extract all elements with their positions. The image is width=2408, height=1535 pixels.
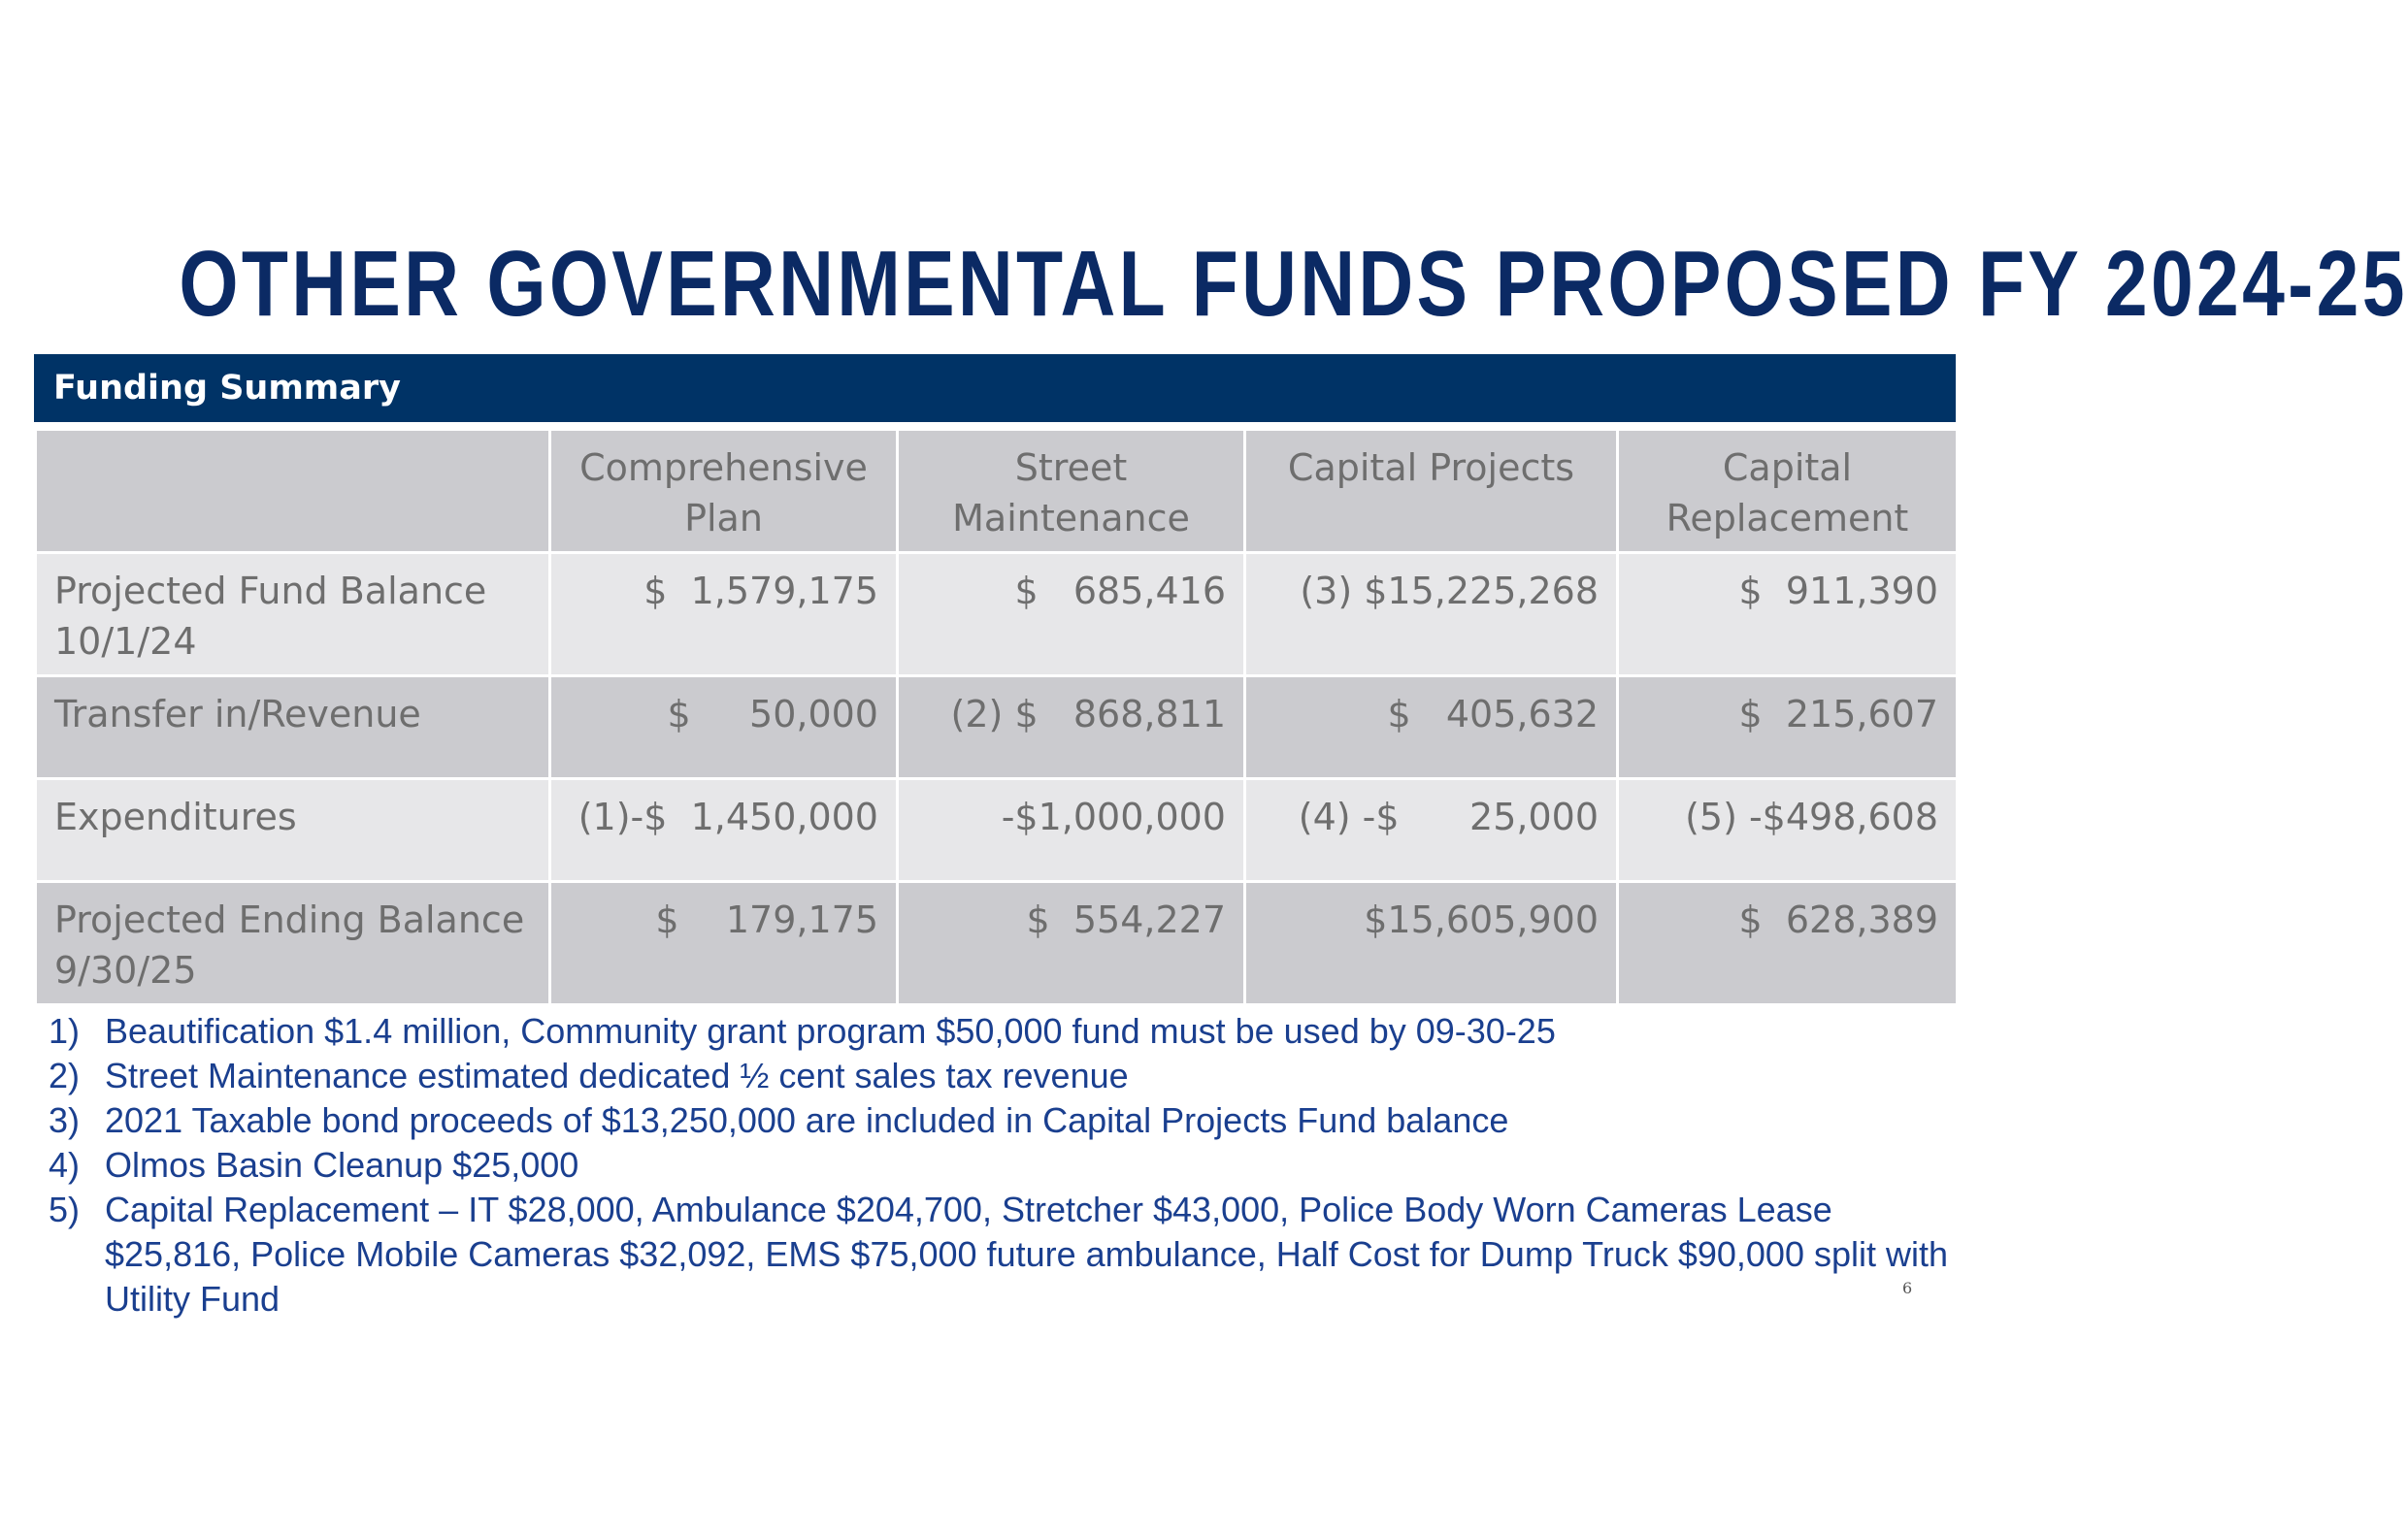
list-item xyxy=(49,1009,1961,1054)
table-cell: $ 179,175 xyxy=(550,882,898,1005)
table-cell: $ 911,390 xyxy=(1618,553,1958,676)
footnote-number: 1) xyxy=(49,1011,81,1051)
table-cell: (5) -$498,608 xyxy=(1618,779,1958,882)
list-item xyxy=(49,1098,1961,1143)
table-cell: $ 685,416 xyxy=(898,553,1245,676)
table-cell: $15,605,900 xyxy=(1245,882,1618,1005)
header-cell-capital-projects: Capital Projects xyxy=(1245,430,1618,553)
table-cell: $ 628,389 xyxy=(1618,882,1958,1005)
table-cell: $ 215,607 xyxy=(1618,676,1958,779)
footnote-number: 2) xyxy=(49,1056,81,1095)
footnote-text: Olmos Basin Cleanup $25,000 xyxy=(105,1145,579,1185)
footnote-text: 2021 Taxable bond proceeds of $13,250,000 are included in Capital Projects Fund balance xyxy=(105,1100,1509,1140)
footnote-number: 5) xyxy=(49,1190,81,1229)
list-item xyxy=(49,1188,1961,1322)
table-header-row xyxy=(36,430,1958,553)
list-item xyxy=(49,1143,1961,1188)
row-label: Expenditures xyxy=(36,779,550,882)
funding-summary-table-section xyxy=(34,354,1956,1006)
table-cell: -$1,000,000 xyxy=(898,779,1245,882)
footnote-number: 4) xyxy=(49,1145,81,1185)
table-cell: $ 1,579,175 xyxy=(550,553,898,676)
row-label: Projected Ending Balance 9/30/25 xyxy=(36,882,550,1005)
footnote-text: Capital Replacement – IT $28,000, Ambulance $204,700, Stretcher $43,000, Police Body Worn Cameras Lease $25,816, Police Mobile Cameras $32,092, EMS $75,000 future ambulance, Half Cost for Dump Truck $90,000 split with Utility Fund xyxy=(105,1190,1949,1319)
footnote-text: Street Maintenance estimated dedicated ½ cent sales tax revenue xyxy=(105,1056,1129,1095)
header-cell-capital-replacement: Capital Replacement xyxy=(1618,430,1958,553)
table-row xyxy=(36,553,1958,676)
row-label: Projected Fund Balance 10/1/24 xyxy=(36,553,550,676)
footnote-text: Beautification $1.4 million, Community grant program $50,000 fund must be used by 09-30-25 xyxy=(105,1011,1556,1051)
table-cell: (3) $15,225,268 xyxy=(1245,553,1618,676)
table-cell: (2) $ 868,811 xyxy=(898,676,1245,779)
page-number: 6 xyxy=(1902,1279,1913,1297)
table-cell: (1)-$ 1,450,000 xyxy=(550,779,898,882)
table-cell: $ 405,632 xyxy=(1245,676,1618,779)
header-cell-street-maintenance: Street Maintenance xyxy=(898,430,1245,553)
table-cell: $ 50,000 xyxy=(550,676,898,779)
list-item xyxy=(49,1054,1961,1098)
table-row xyxy=(36,779,1958,882)
footnotes-list xyxy=(49,1009,1961,1322)
table-row xyxy=(36,882,1958,1005)
footnote-number: 3) xyxy=(49,1100,81,1140)
row-label: Transfer in/Revenue xyxy=(36,676,550,779)
table-cell: (4) -$ 25,000 xyxy=(1245,779,1618,882)
header-cell-comprehensive-plan: Comprehensive Plan xyxy=(550,430,898,553)
table-cell: $ 554,227 xyxy=(898,882,1245,1005)
page-title: OTHER GOVERNMENTAL FUNDS PROPOSED FY 2024-25 xyxy=(179,232,2408,336)
table-banner: Funding Summary xyxy=(34,354,1956,422)
table-row xyxy=(36,676,1958,779)
header-cell-blank xyxy=(36,430,550,553)
funding-summary-table xyxy=(34,428,1959,1006)
